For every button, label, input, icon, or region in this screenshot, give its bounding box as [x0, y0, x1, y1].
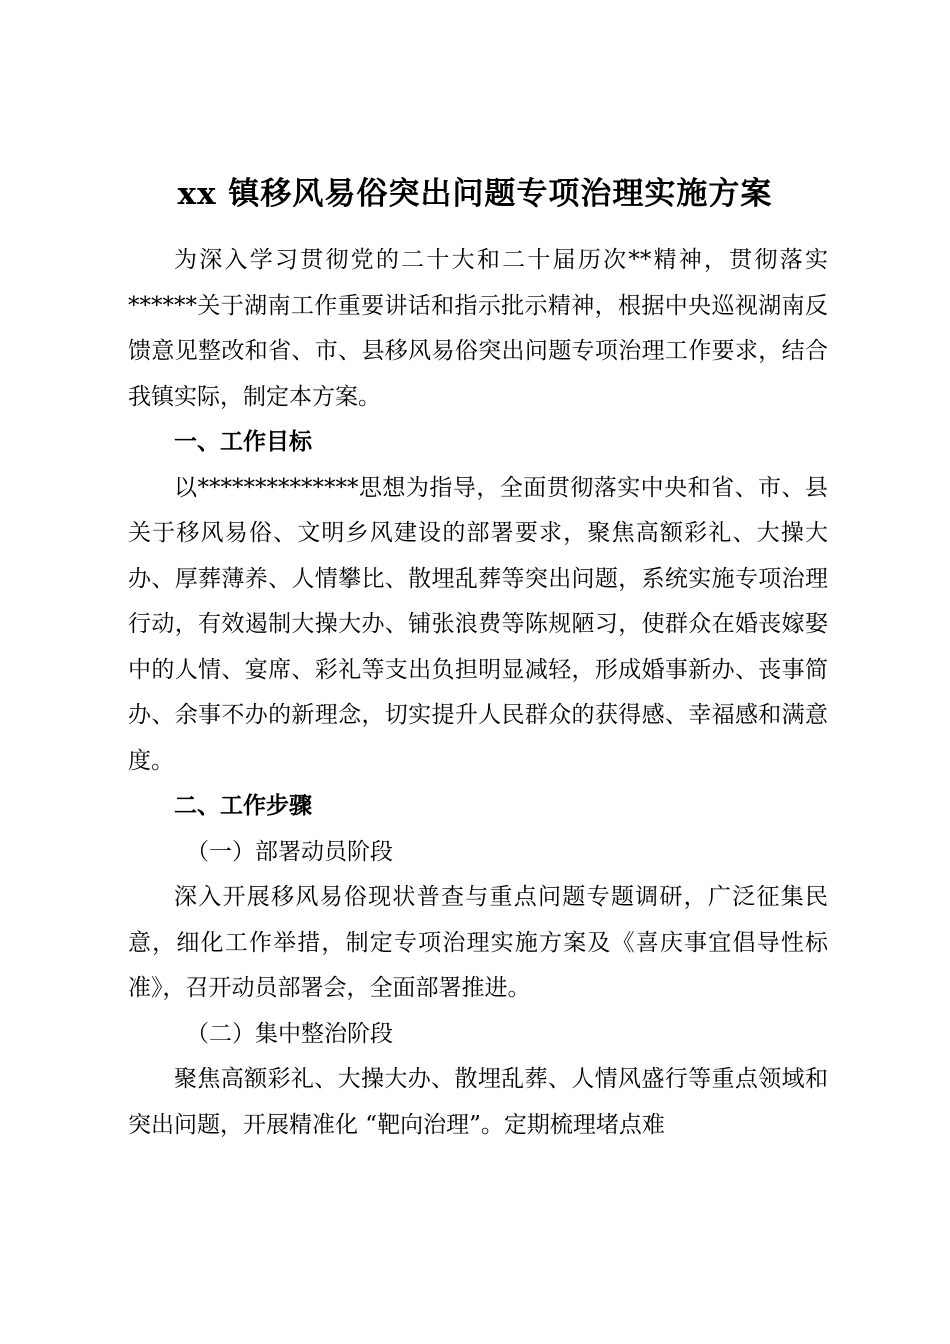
- mobilization-paragraph: 深入开展移风易俗现状普查与重点问题专题调研，广泛征集民意，细化工作举措，制定专项治理实施方案及《喜庆事宜倡导性标准》，召开动员部署会，全面部署推进。: [128, 884, 828, 1001]
- goals-paragraph: 以**************思想为指导，全面贯彻落实中央和省、市、县关于移风易俗、文明乡风建设的部署要求，聚焦高额彩礼、大操大办、厚葬薄养、人情攀比、散埋乱葬等突出问题，系统实施专项治理行动，有效遏制大操大办、铺张浪费等陈规陋习，使群众在婚丧嫁娶中的人情、宴席、彩礼等支出负担明显减轻，形成婚事新办、丧事简办、余事不办的新理念，切实提升人民群众的获得感、幸福感和满意度。: [128, 474, 828, 774]
- section-heading-goals: 一、工作目标: [174, 429, 312, 455]
- section-heading-steps: 二、工作步骤: [174, 793, 312, 819]
- subsection-heading-mobilization: （一）部署动员阶段: [186, 838, 393, 865]
- subsection-heading-rectification: （二）集中整治阶段: [186, 1020, 393, 1047]
- document-body: [128, 238, 828, 1148]
- intro-paragraph: 为深入学习贯彻党的二十大和二十届历次**精神，贯彻落实******关于湖南工作重要讲话和指示批示精神，根据中央巡视湖南反馈意见整改和省、市、县移风易俗突出问题专项治理工作要求，结合我镇实际，制定本方案。: [128, 247, 828, 410]
- document-title: xx 镇移风易俗突出问题专项治理实施方案: [177, 176, 773, 212]
- rectification-paragraph: 聚焦高额彩礼、大操大办、散埋乱葬、人情风盛行等重点领域和突出问题，开展精准化 “靶向治理”。定期梳理堵点难: [128, 1066, 828, 1138]
